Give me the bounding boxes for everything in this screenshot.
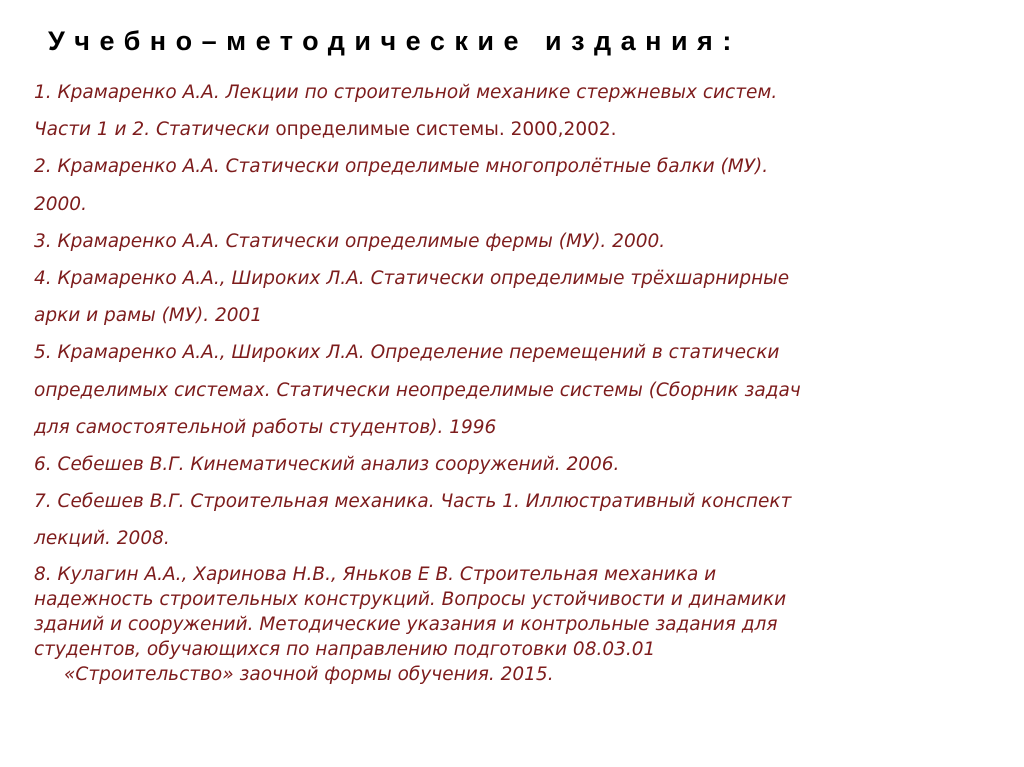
reference-line: для самостоятельной работы студентов). 1996 [34, 416, 497, 438]
reference-item-8 [34, 562, 994, 687]
reference-line: 5. Крамаренко А.А., Широких Л.А. Определение перемещений в статически [34, 342, 780, 364]
reference-line: студентов, обучающихся по направлению подготовки 08.03.01 [34, 638, 656, 660]
reference-list [34, 74, 994, 687]
reference-line: 2000. [34, 193, 87, 215]
reference-item-7 [34, 483, 994, 557]
reference-line: 7. Себешев В.Г. Строительная механика. Часть 1. Иллюстративный конспект [34, 491, 792, 513]
reference-item-1 [34, 74, 994, 148]
reference-line: 8. Кулагин А.А., Харинова Н.В., Яньков Е В. Строительная механика и [34, 563, 717, 585]
page-title: Учебно–методические издания: [48, 26, 741, 56]
reference-item-4 [34, 260, 994, 334]
reference-item-6 [34, 446, 994, 483]
reference-line: 1. Крамаренко А.А. Лекции по строительной механике стержневых систем. [34, 82, 778, 103]
reference-line: определимых системах. Статически неопределимые системы (Сборник задач [34, 379, 801, 401]
reference-line: 3. Крамаренко А.А. Статически определимые фермы (МУ). 2000. [34, 230, 666, 252]
reference-line: арки и рамы (МУ). 2001 [34, 305, 263, 327]
reference-line: 2. Крамаренко А.А. Статически определимые многопролётные балки (МУ). [34, 156, 769, 178]
reference-line: лекций. 2008. [34, 528, 170, 550]
reference-line: зданий и сооружений. Методические указания и контрольные задания для [34, 613, 778, 635]
reference-line-mixed [34, 111, 994, 148]
reference-line: «Строительство» заочной формы обучения. 2015. [64, 663, 554, 685]
reference-line-italic-part: Части 1 и 2. Статически [34, 119, 276, 141]
reference-line: 4. Крамаренко А.А., Широких Л.А. Статически определимые трёхшарнирные [34, 268, 790, 290]
reference-item-2 [34, 148, 994, 222]
reference-line-normal-part: определимые системы. 2000,2002. [275, 119, 617, 141]
reference-item-3 [34, 223, 994, 260]
reference-item-5 [34, 334, 994, 446]
reference-line: 6. Себешев В.Г. Кинематический анализ сооружений. 2006. [34, 454, 620, 476]
reference-line: надежность строительных конструкций. Вопросы устойчивости и динамики [34, 588, 787, 610]
